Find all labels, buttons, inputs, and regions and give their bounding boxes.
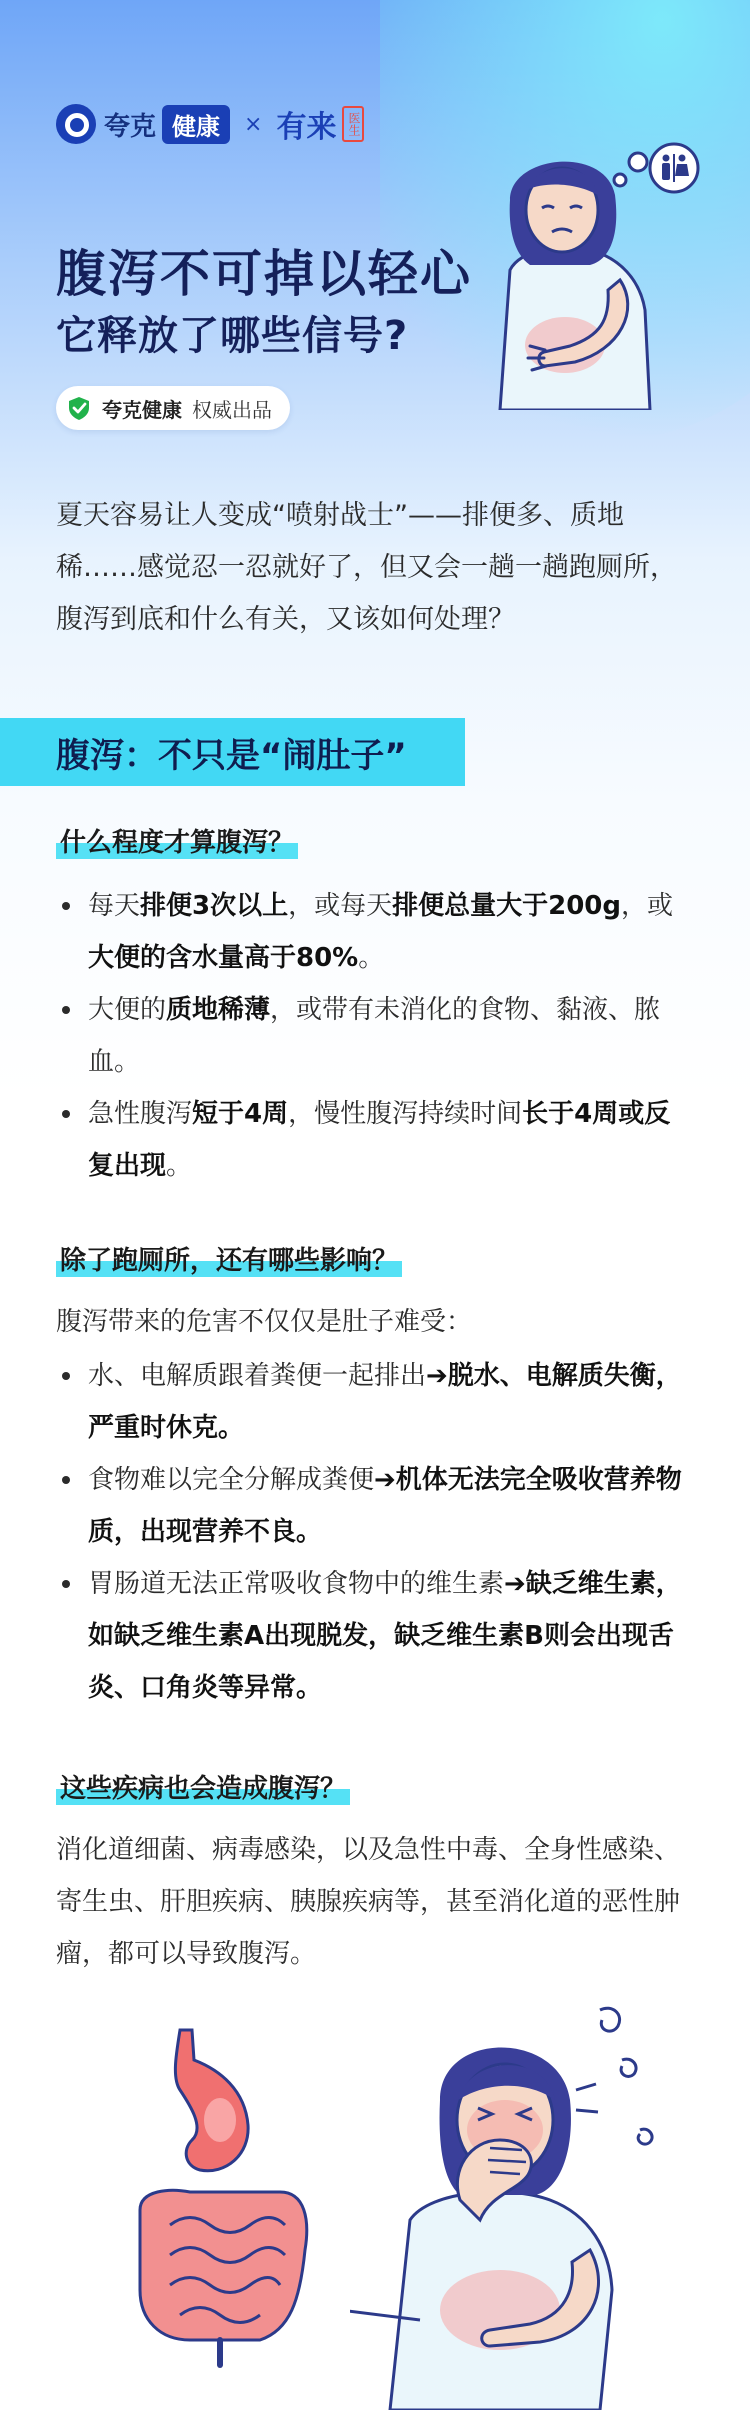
stomach-illustration-icon xyxy=(175,2030,248,2171)
list-item-text: 大便的 xyxy=(88,995,167,1025)
q1-list xyxy=(56,880,696,1192)
list-item-emphasis: ➔机体无法完全吸收营养物质，出现营养不良。 xyxy=(88,1465,682,1547)
q3-paragraph: 消化道细菌、病毒感染，以及急性中毒、全身性感染、寄生虫、肝胆疾病、胰腺疾病等，甚至消化道的恶性肿瘤，都可以导致腹泻。 xyxy=(56,1835,681,1969)
list-item xyxy=(56,1088,696,1192)
authority-brand: 夸克健康 xyxy=(102,397,182,422)
list-item-text: ，或 xyxy=(621,891,674,921)
list-item-text: ，慢性腹泻持续时间 xyxy=(288,1099,523,1129)
worried-girl-illustration xyxy=(470,140,710,410)
list-item-emphasis: 短于4周 xyxy=(192,1099,289,1129)
section-banner xyxy=(0,718,465,786)
list-item-text: 急性腹泻 xyxy=(88,1099,193,1129)
list-item-emphasis: 质地稀薄 xyxy=(166,995,271,1025)
youlai-doctor-tag xyxy=(342,106,364,142)
page-subtitle: 它释放了哪些信号? xyxy=(56,313,409,359)
subheading-q3-text: 这些疾病也会造成腹泻？ xyxy=(60,1774,347,1804)
subheading-q2-text: 除了跑厕所，还有哪些影响？ xyxy=(60,1246,399,1276)
intestine-illustration-icon xyxy=(140,2190,307,2365)
list-item xyxy=(56,1454,696,1558)
list-item xyxy=(56,880,696,984)
list-item-text: 胃肠道无法正常吸收食物中的维生素 xyxy=(88,1569,505,1599)
page-title: 腹泻不可掉以轻心 xyxy=(56,245,472,303)
authority-text: 权威出品 xyxy=(192,397,272,422)
list-item-text: ，或带有未消化的食物、黏液、脓血。 xyxy=(88,995,661,1077)
intro-paragraph: 夏天容易让人变成“喷射战士”——排便多、质地稀……感觉忍一忍就好了，但又会一趟一趟跑厕所，腹泻到底和什么有关，又该如何处理？ xyxy=(56,500,677,635)
list-item-emphasis: 排便总量大于200g xyxy=(392,891,622,921)
list-item-emphasis: ➔缺乏维生素，如缺乏维生素A出现脱发，缺乏维生素B则会出现舌炎、口角炎等异常。 xyxy=(88,1569,682,1703)
list-item-text: ，或每天 xyxy=(288,891,393,921)
youlai-brand-name: 有来 xyxy=(276,110,337,145)
list-item-text: 每天 xyxy=(88,891,141,921)
list-item xyxy=(56,1558,696,1714)
list-item-text: 。 xyxy=(358,943,385,973)
list-item-emphasis: 长于4周或反复出现 xyxy=(88,1099,671,1181)
subheading-q1-text: 什么程度才算腹泻？ xyxy=(60,828,295,858)
q2-lead: 腹泻带来的危害不仅仅是肚子难受： xyxy=(56,1307,473,1337)
list-item-emphasis: 大便的含水量高于80% xyxy=(88,943,359,973)
subheading-q3 xyxy=(56,1768,350,1805)
list-item-text: 水、电解质跟着粪便一起排出 xyxy=(88,1361,427,1391)
list-item-emphasis: 排便3次以上 xyxy=(140,891,289,921)
youlai-doctor-tag-text: 医生 xyxy=(346,112,361,136)
authority-badge xyxy=(56,386,290,430)
list-item xyxy=(56,1350,696,1454)
brand-separator: × xyxy=(244,111,263,137)
quark-health-badge: 健康 xyxy=(162,105,230,144)
dizzy-swirl-icon xyxy=(576,2008,652,2144)
list-item-text: 。 xyxy=(166,1151,193,1181)
list-item-emphasis: ➔脱水、电解质失衡，严重时休克。 xyxy=(88,1361,682,1443)
quark-logo-icon xyxy=(56,104,96,144)
toilet-thought-icon xyxy=(650,144,698,192)
list-item xyxy=(56,984,696,1088)
digestive-organs-illustration xyxy=(110,2010,340,2370)
quark-brand-name: 夸克 xyxy=(104,111,157,142)
shield-check-icon xyxy=(66,395,92,421)
sick-girl-illustration xyxy=(350,1990,690,2410)
subheading-q1 xyxy=(56,822,298,859)
section-banner-title: 腹泻：不只是“闹肚子” xyxy=(56,735,407,776)
brand-row xyxy=(56,102,364,146)
subheading-q2 xyxy=(56,1240,402,1277)
q2-list xyxy=(56,1350,696,1714)
list-item-text: 食物难以完全分解成粪便 xyxy=(88,1465,375,1495)
